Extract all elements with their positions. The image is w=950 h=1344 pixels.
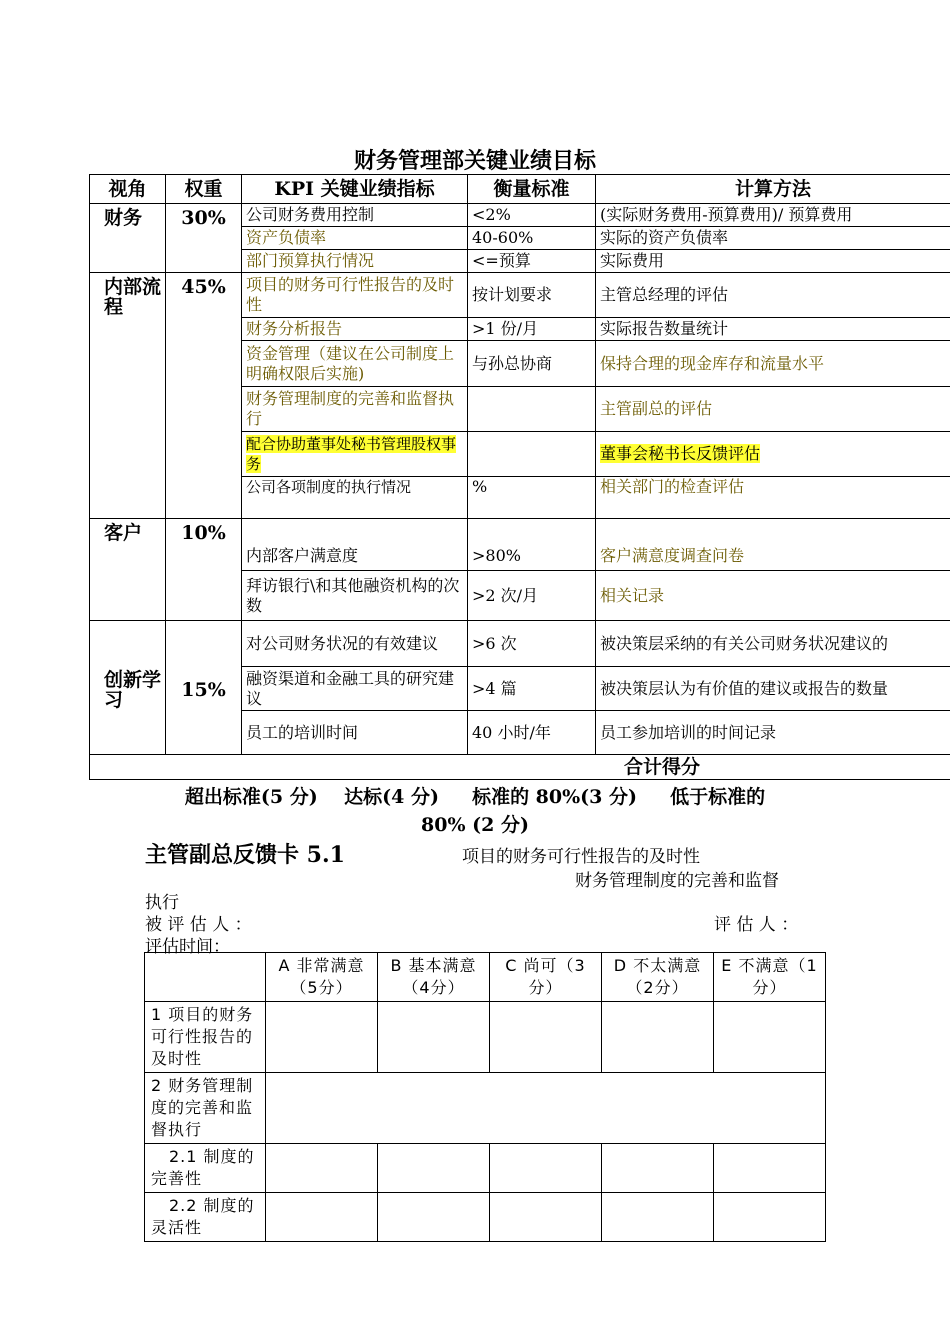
table-row xyxy=(145,1073,826,1144)
feedback-item-b-cont: 执行 xyxy=(145,893,179,913)
evaluation-time-label: 评估时间： xyxy=(145,937,230,957)
method-cell: 客户满意度调查问卷 xyxy=(596,519,950,571)
feedback-table xyxy=(144,952,826,1242)
kpi-table xyxy=(89,174,950,780)
perspective-cell: 客户 xyxy=(90,519,166,621)
indicator-cell: 内部客户满意度 xyxy=(242,519,468,571)
standard-cell: 40 小时/年 xyxy=(468,711,596,755)
highlighted-text: 配合协助董事处秘书管理股权事务 xyxy=(246,435,457,473)
method-cell: 实际费用 xyxy=(596,250,950,273)
feedback-header-row xyxy=(145,953,826,1002)
standard-cell: <=预算 xyxy=(468,250,596,273)
rating-cell[interactable] xyxy=(602,1193,714,1242)
total-row xyxy=(90,755,950,780)
perspective-cell: 创新学习 xyxy=(90,621,166,755)
rating-cell[interactable] xyxy=(602,1002,714,1073)
indicator-cell: 部门预算执行情况 xyxy=(242,250,468,273)
indicator-cell: 财务管理制度的完善和监督执行 xyxy=(242,387,468,432)
rating-cell[interactable] xyxy=(266,1002,378,1073)
standard-cell: 按计划要求 xyxy=(468,273,596,318)
table-row xyxy=(90,204,950,227)
rating-cell[interactable] xyxy=(378,1144,490,1193)
indicator-cell: 融资渠道和金融工具的研究建议 xyxy=(242,667,468,711)
rating-cell[interactable] xyxy=(714,1002,826,1073)
kpi-header-row xyxy=(90,175,950,204)
table-row xyxy=(145,1002,826,1073)
feedback-row-label: 2 财务管理制度的完善和监督执行 xyxy=(145,1073,266,1144)
weight-cell: 15% xyxy=(166,621,242,755)
indicator-cell: 资金管理（建议在公司制度上明确权限后实施) xyxy=(242,341,468,387)
indicator-cell: 财务分析报告 xyxy=(242,318,468,341)
feedback-header-blank xyxy=(145,953,266,1002)
standard-cell: <2% xyxy=(468,204,596,227)
table-row xyxy=(90,273,950,318)
standard-cell: >80% xyxy=(468,519,596,571)
rating-cell[interactable] xyxy=(602,1144,714,1193)
rating-cell[interactable] xyxy=(266,1193,378,1242)
feedback-row-label: 2.1 制度的完善性 xyxy=(145,1144,266,1193)
rating-cell[interactable] xyxy=(266,1144,378,1193)
rating-cell[interactable] xyxy=(490,1193,602,1242)
feedback-option-c: C 尚可（3分） xyxy=(490,953,602,1002)
standard-cell: >4 篇 xyxy=(468,667,596,711)
rating-cell[interactable] xyxy=(378,1193,490,1242)
weight-cell: 45% xyxy=(166,273,242,519)
indicator-cell: 拜访银行\和其他融资机构的次数 xyxy=(242,571,468,621)
method-cell: 实际的资产负债率 xyxy=(596,227,950,250)
feedback-option-b: B 基本满意（4分） xyxy=(378,953,490,1002)
feedback-card-title: 主管副总反馈卡 5.1 xyxy=(145,842,345,868)
method-cell xyxy=(596,432,950,477)
kpi-header-cell: 计算方法 xyxy=(596,175,950,204)
indicator-cell: 资产负债率 xyxy=(242,227,468,250)
method-cell: 实际报告数量统计 xyxy=(596,318,950,341)
feedback-row-label: 1 项目的财务可行性报告的及时性 xyxy=(145,1002,266,1073)
method-cell: 主管总经理的评估 xyxy=(596,273,950,318)
standard-cell: >2 次/月 xyxy=(468,571,596,621)
highlighted-text: 董事会秘书长反馈评估 xyxy=(600,444,761,463)
rating-cell[interactable] xyxy=(490,1144,602,1193)
feedback-item-b: 财务管理制度的完善和监督 xyxy=(575,871,779,891)
weight-cell: 10% xyxy=(166,519,242,621)
indicator-cell: 项目的财务可行性报告的及时性 xyxy=(242,273,468,318)
feedback-row-label: 2.2 制度的灵活性 xyxy=(145,1193,266,1242)
indicator-cell: 公司各项制度的执行情况 xyxy=(242,477,468,519)
method-cell: 员工参加培训的时间记录 xyxy=(596,711,950,755)
score-scale-text: 超出标准(5 分) 达标(4 分) 标准的 80%(3 分) 低于标准的 xyxy=(184,786,766,808)
weight-cell: 30% xyxy=(166,204,242,273)
rating-cell-merged[interactable] xyxy=(266,1073,826,1144)
feedback-option-d: D 不太满意（2分） xyxy=(602,953,714,1002)
standard-cell: % xyxy=(468,477,596,519)
score-scale-line1 xyxy=(0,782,950,809)
method-cell: 相关部门的检查评估 xyxy=(596,477,950,519)
evaluatee-label: 被 评 估 人 ： xyxy=(145,915,252,935)
method-cell: 被决策层认为有价值的建议或报告的数量 xyxy=(596,667,950,711)
method-cell: (实际财务费用-预算费用)/ 预算费用 xyxy=(596,204,950,227)
method-cell: 被决策层采纳的有关公司财务状况建议的 xyxy=(596,621,950,667)
feedback-option-a: A 非常满意（5分） xyxy=(266,953,378,1002)
page-title: 财务管理部关键业绩目标 xyxy=(353,148,596,174)
indicator-cell: 对公司财务状况的有效建议 xyxy=(242,621,468,667)
indicator-cell: 员工的培训时间 xyxy=(242,711,468,755)
method-cell: 保持合理的现金库存和流量水平 xyxy=(596,341,950,387)
standard-cell: 与孙总协商 xyxy=(468,341,596,387)
indicator-cell: 公司财务费用控制 xyxy=(242,204,468,227)
standard-cell: 40-60% xyxy=(468,227,596,250)
kpi-header-cell: 权重 xyxy=(166,175,242,204)
perspective-cell: 财务 xyxy=(90,204,166,273)
standard-cell xyxy=(468,387,596,432)
method-cell: 主管副总的评估 xyxy=(596,387,950,432)
kpi-header-cell: KPI 关键业绩指标 xyxy=(242,175,468,204)
method-cell: 相关记录 xyxy=(596,571,950,621)
rating-cell[interactable] xyxy=(378,1002,490,1073)
score-scale-line2: 80% (2 分) xyxy=(421,814,529,836)
standard-cell: >1 份/月 xyxy=(468,318,596,341)
indicator-cell xyxy=(242,432,468,477)
feedback-item-a: 项目的财务可行性报告的及时性 xyxy=(462,847,700,867)
evaluator-label: 评 估 人 ： xyxy=(714,915,799,935)
table-row xyxy=(90,519,950,571)
kpi-header-cell: 衡量标准 xyxy=(468,175,596,204)
kpi-header-cell: 视角 xyxy=(90,175,166,204)
total-label: 合计得分 xyxy=(90,755,950,780)
standard-cell xyxy=(468,432,596,477)
rating-cell[interactable] xyxy=(490,1002,602,1073)
table-row xyxy=(145,1144,826,1193)
rating-cell[interactable] xyxy=(714,1193,826,1242)
table-row xyxy=(145,1193,826,1242)
rating-cell[interactable] xyxy=(714,1144,826,1193)
feedback-option-e: E 不满意（1分） xyxy=(714,953,826,1002)
perspective-cell: 内部流程 xyxy=(90,273,166,519)
table-row xyxy=(90,621,950,667)
standard-cell: >6 次 xyxy=(468,621,596,667)
